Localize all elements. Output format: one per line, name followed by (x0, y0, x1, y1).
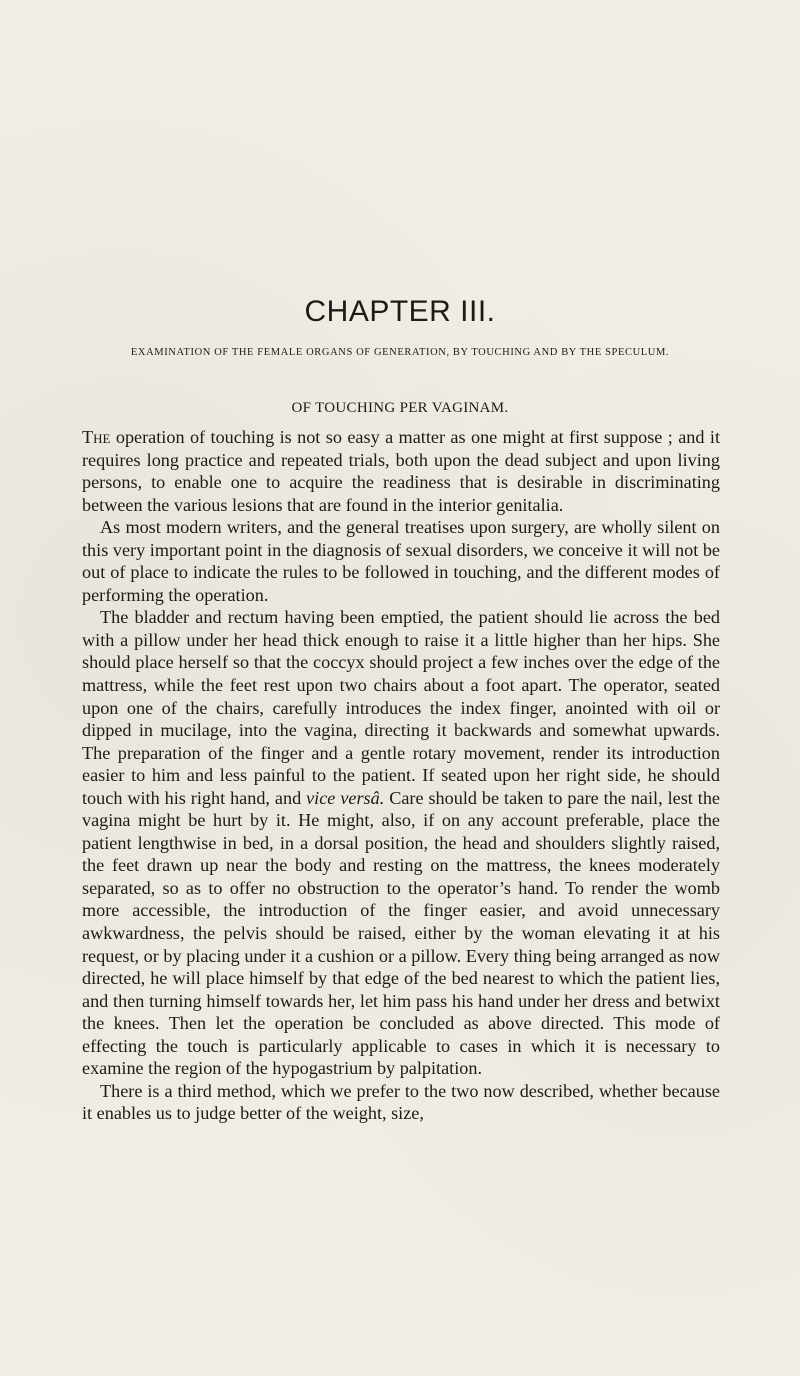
paragraph-1-lead-word: The (82, 427, 111, 447)
paragraph-3 (82, 606, 720, 1079)
section-heading: OF TOUCHING PER VAGINAM. (291, 400, 509, 416)
paragraph-3-text-a: The bladder and rectum having been emptied, the patient should lie across the bed with a pillow under her head thick enough to raise it a little higher than her hips. She should place herself so that the coccyx should project a few inches over the edge of the mattress, while the feet rest upon two chairs about a foot apart. The operator, seated upon one of the chairs, carefully introduces the index finger, anointed with oil or dipped in mucilage, into the vagina, directing it backwards and somewhat upwards. The preparation of the finger and a gentle rotary movement, render its introduction easier to him and less painful to the patient. If seated upon her right side, he should touch with his right hand, and (82, 607, 720, 808)
paragraph-2: As most modern writers, and the general treatises upon surgery, are wholly silent on this very important point in the diagnosis of sexual disorders, we conceive it will not be out of place to indicate the rules to be followed in touching, and the different modes of performing the operation. (82, 517, 720, 605)
paragraph-3-italic: vice versâ. (306, 787, 385, 808)
chapter-title: CHAPTER III. (304, 295, 496, 328)
paragraph-4: There is a third method, which we prefer to the two now described, whether because it enables us to judge better of the weight, size, (82, 1080, 720, 1124)
paragraph-1 (82, 426, 720, 516)
paragraph-1-text: operation of touching is not so easy a matter as one might at first suppose ; and it requires long practice and repeated trials, both upon the dead subject and upon living persons, to enable one to acquire the readiness that is desirable in discriminating between the various lesions that are found in the interior genitalia. (82, 427, 720, 515)
paragraph-3-text-b: Care should be taken to pare the nail, lest the vagina might be hurt by it. He might, also, if on any account preferable, place the patient lengthwise in bed, in a dorsal position, the head and shoulders slightly raised, the feet drawn up near the body and resting on the mattress, the knees moderately separated, so as to offer no obstruction to the operator’s hand. To render the womb more accessible, the introduction of the finger easier, and avoid unnecessary awkwardness, the pelvis should be raised, either by the woman elevating it at his request, or by placing under it a cushion or a pillow. Every thing being arranged as now directed, he will place himself by that edge of the bed nearest to which the patient lies, and then turning himself towards her, let him pass his hand under her dress and betwixt the knees. Then let the operation be concluded as above directed. This mode of effecting the touch is particularly applicable to cases in which it is necessary to examine the region of the hypogastrium by palpitation. (82, 787, 720, 1079)
chapter-subtitle: EXAMINATION OF THE FEMALE ORGANS OF GENERATION, BY TOUCHING AND BY THE SPECULUM. (130, 347, 670, 358)
body-text (82, 426, 720, 1125)
